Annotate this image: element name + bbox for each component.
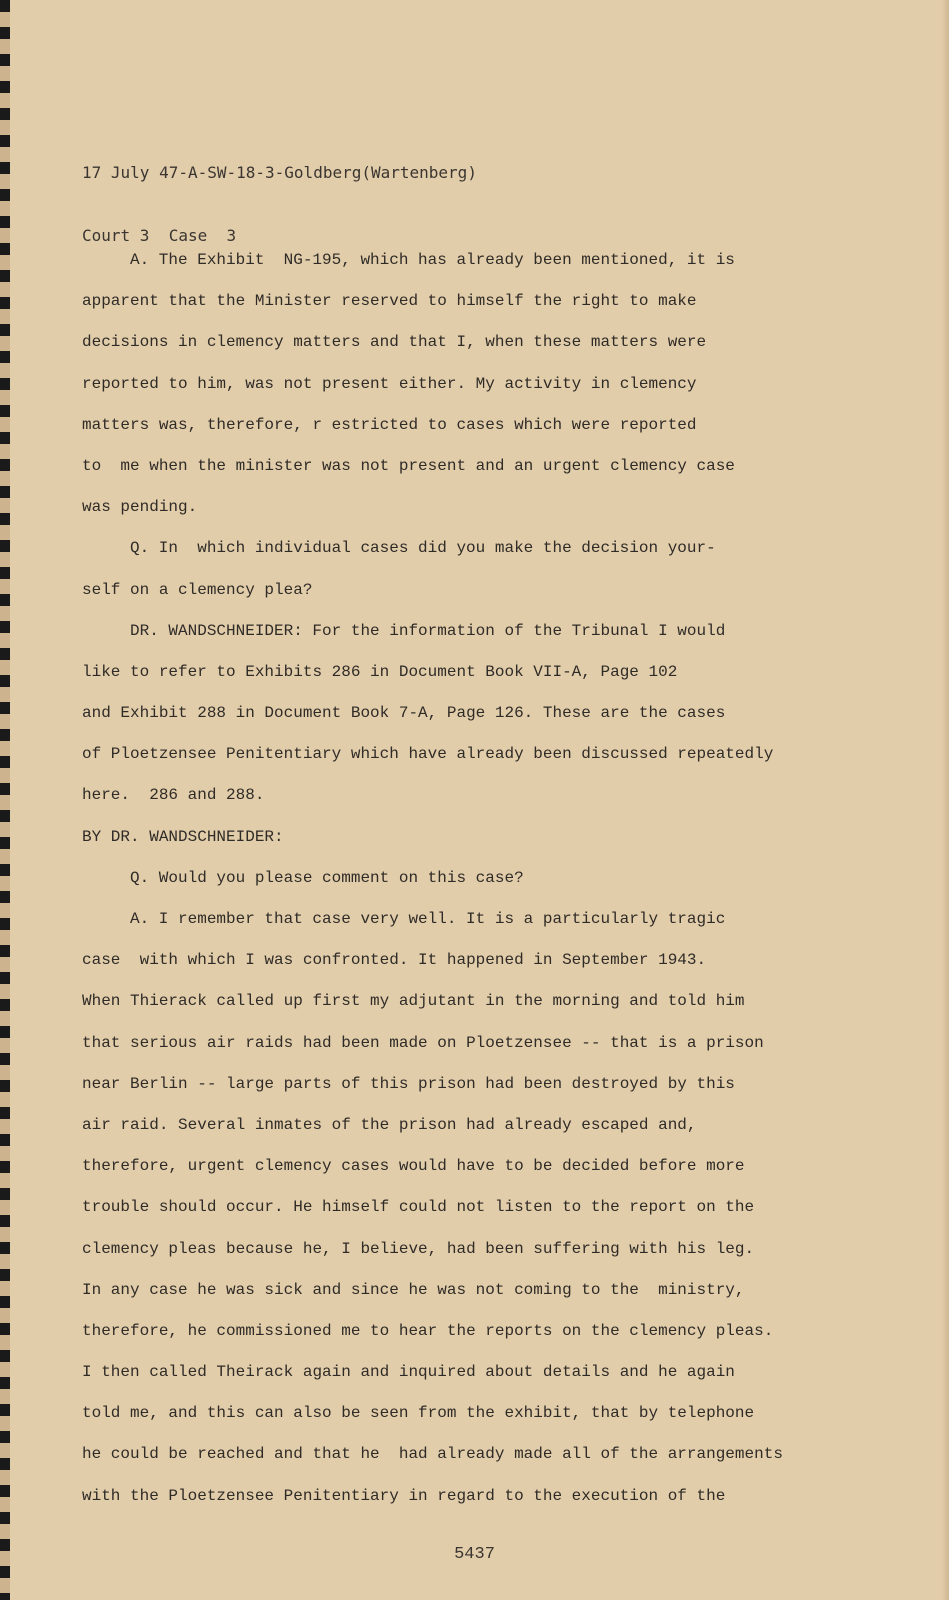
transcript-line: therefore, urgent clemency cases would have to be decided before more bbox=[82, 1157, 745, 1176]
transcript-line: self on a clemency plea? bbox=[82, 580, 313, 599]
transcript-line: of Ploetzensee Penitentiary which have already been discussed repeatedly bbox=[82, 745, 774, 764]
transcript-line: apparent that the Minister reserved to himself the right to make bbox=[82, 292, 697, 311]
transcript-line: near Berlin -- large parts of this prison had been destroyed by this bbox=[82, 1074, 735, 1093]
transcript-line: BY DR. WANDSCHNEIDER: bbox=[82, 827, 284, 846]
transcript-line: I then called Theirack again and inquired about details and he again bbox=[82, 1363, 735, 1382]
binding-holes bbox=[0, 0, 10, 1600]
transcript-line: air raid. Several inmates of the prison had already escaped and, bbox=[82, 1115, 697, 1134]
transcript-line: and Exhibit 288 in Document Book 7-A, Page 126. These are the cases bbox=[82, 704, 726, 723]
page-number: 5437 bbox=[454, 1545, 495, 1564]
header-line-court-case: Court 3 Case 3 bbox=[82, 226, 237, 245]
transcript-line: like to refer to Exhibits 286 in Document Book VII-A, Page 102 bbox=[82, 662, 678, 681]
transcript-line: he could be reached and that he had already made all of the arrangements bbox=[82, 1445, 783, 1464]
transcript-line: trouble should occur. He himself could not listen to the report on the bbox=[82, 1198, 755, 1217]
transcript-line: DR. WANDSCHNEIDER: For the information of the Tribunal I would bbox=[130, 621, 726, 640]
transcript-line: clemency pleas because he, I believe, had been suffering with his leg. bbox=[82, 1239, 755, 1258]
transcript-line: Q. Would you please comment on this case? bbox=[130, 868, 524, 887]
transcript-line: that serious air raids had been made on Ploetzensee -- that is a prison bbox=[82, 1033, 764, 1052]
transcript-line: A. I remember that case very well. It is a particularly tragic bbox=[130, 910, 726, 928]
transcript-line: told me, and this can also be seen from the exhibit, that by telephone bbox=[82, 1404, 755, 1423]
transcript-line: was pending. bbox=[82, 498, 198, 517]
page-edge bbox=[941, 0, 949, 1600]
transcript-line: here. 286 and 288. bbox=[82, 786, 265, 805]
transcript-line: decisions in clemency matters and that I, when these matters were bbox=[82, 333, 707, 352]
transcript-line: A. The Exhibit NG-195, which has already been mentioned, it is bbox=[130, 251, 735, 269]
transcript-line: therefore, he commissioned me to hear the reports on the clemency pleas. bbox=[82, 1321, 774, 1340]
transcript-line: In any case he was sick and since he was not coming to the ministry, bbox=[82, 1280, 745, 1299]
transcript-line: Q. In which individual cases did you make the decision your- bbox=[130, 539, 716, 558]
transcript-body bbox=[82, 240, 922, 1517]
transcript-line: to me when the minister was not present and an urgent clemency case bbox=[82, 456, 735, 475]
transcript-line: matters was, therefore, r estricted to cases which were reported bbox=[82, 415, 697, 434]
header-line-date-reference: 17 July 47-A-SW-18-3-Goldberg(Wartenberg) bbox=[82, 163, 477, 182]
transcript-line: with the Ploetzensee Penitentiary in regard to the execution of the bbox=[82, 1486, 726, 1505]
transcript-line: When Thierack called up first my adjutant in the morning and told him bbox=[82, 992, 745, 1011]
transcript-line: case with which I was confronted. It happened in September 1943. bbox=[82, 951, 707, 970]
transcript-line: reported to him, was not present either. My activity in clemency bbox=[82, 374, 697, 393]
